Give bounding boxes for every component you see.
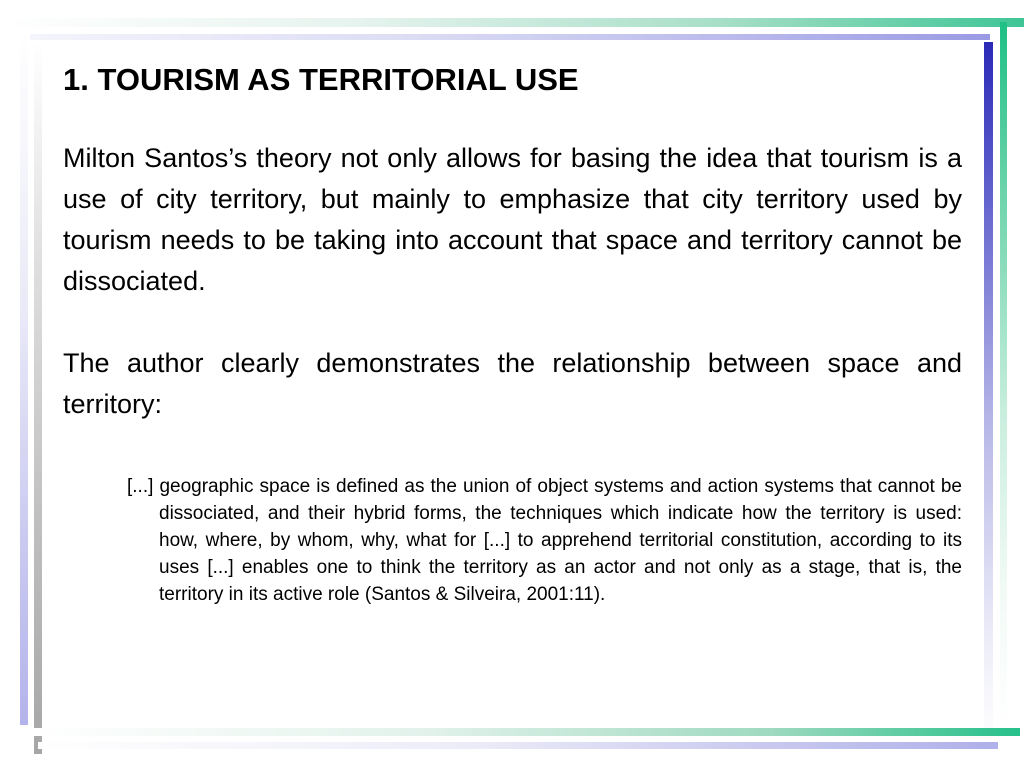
slide-title: 1. TOURISM AS TERRITORIAL USE	[63, 62, 579, 97]
body-paragraph-1: Milton Santos’s theory not only allows for basing the idea that tourism is a use of city territory, but mainly to emphasize that city territory used by tourism needs to be taking into account that space and territory cannot be dissociated.	[63, 143, 962, 296]
left-inner-frame-bar	[34, 42, 42, 754]
bottom-frame-bar	[38, 742, 998, 749]
top-frame-bar	[0, 18, 1024, 27]
block-quote: [...] geographic space is defined as the union of object systems and action systems that cannot be dissociated, and their hybrid forms, the techniques which indicate how the territory is used: how, where, by whom, why, what for [...] to apprehend territorial constitution, according to its uses [...] enables one to think the territory as an actor and not only as a stage, that is, the territory in its active role (Santos & Silveira, 2001:11).	[127, 476, 962, 605]
slide-content	[63, 58, 962, 608]
bottom-inner-frame-bar	[30, 728, 1020, 736]
left-frame-bar	[20, 30, 28, 725]
right-inner-frame-bar	[984, 42, 993, 742]
body-paragraph-2: The author clearly demonstrates the relationship between space and territory:	[63, 348, 962, 419]
top-inner-frame-bar	[30, 34, 990, 40]
right-frame-bar	[1000, 22, 1007, 732]
